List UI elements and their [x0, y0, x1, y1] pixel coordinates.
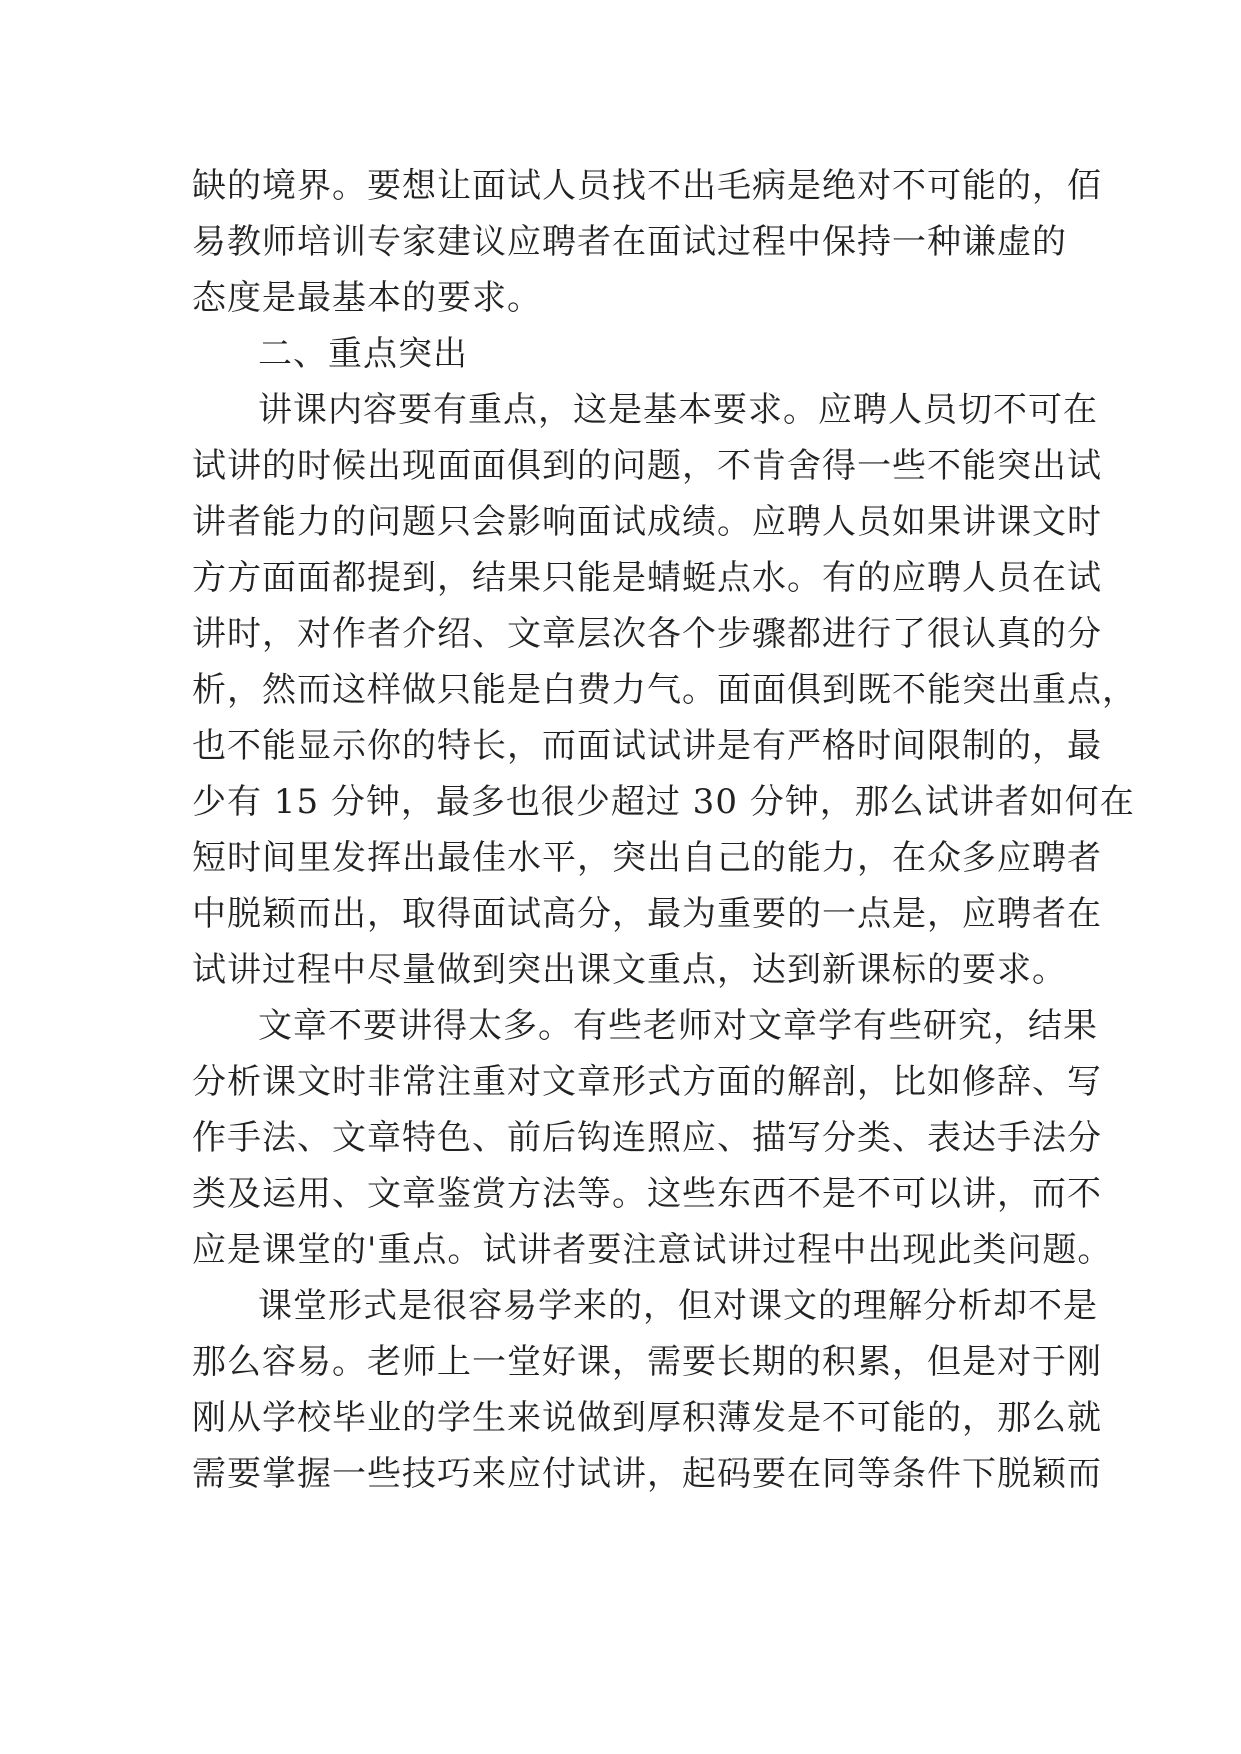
text-line: 讲课内容要有重点，这是基本要求。应聘人员切不可在 — [258, 390, 1098, 430]
text-line: 二、重点突出 — [258, 334, 468, 374]
text-line: 应是课堂的'重点。试讲者要注意试讲过程中出现此类问题。 — [192, 1230, 1113, 1270]
text-line: 文章不要讲得太多。有些老师对文章学有些研究，结果 — [258, 1006, 1098, 1046]
text-line: 类及运用、文章鉴赏方法等。这些东西不是不可以讲，而不 — [192, 1174, 1102, 1214]
text-line: 课堂形式是很容易学来的，但对课文的理解分析却不是 — [258, 1286, 1098, 1326]
text-line: 刚从学校毕业的学生来说做到厚积薄发是不可能的，那么就 — [192, 1398, 1102, 1438]
text-line: 短时间里发挥出最佳水平，突出自己的能力，在众多应聘者 — [192, 838, 1102, 878]
text-line: 那么容易。老师上一堂好课，需要长期的积累，但是对于刚 — [192, 1342, 1102, 1382]
text-line: 态度是最基本的要求。 — [192, 278, 542, 318]
text-line: 分析课文时非常注重对文章形式方面的解剖，比如修辞、写 — [192, 1062, 1102, 1102]
text-line: 缺的境界。要想让面试人员找不出毛病是绝对不可能的，佰 — [192, 166, 1102, 206]
text-line: 需要掌握一些技巧来应付试讲，起码要在同等条件下脱颖而 — [192, 1454, 1102, 1494]
text-line: 方方面面都提到，结果只能是蜻蜓点水。有的应聘人员在试 — [192, 558, 1102, 598]
text-line: 易教师培训专家建议应聘者在面试过程中保持一种谦虚的 — [192, 222, 1067, 262]
text-line: 少有 15 分钟，最多也很少超过 30 分钟，那么试讲者如何在 — [192, 782, 1135, 822]
text-line: 试讲的时候出现面面俱到的问题，不肯舍得一些不能突出试 — [192, 446, 1102, 486]
text-line: 试讲过程中尽量做到突出课文重点，达到新课标的要求。 — [192, 950, 1067, 990]
text-line: 作手法、文章特色、前后钩连照应、描写分类、表达手法分 — [192, 1118, 1102, 1158]
text-line: 讲时，对作者介绍、文章层次各个步骤都进行了很认真的分 — [192, 614, 1102, 654]
text-line: 中脱颖而出，取得面试高分，最为重要的一点是，应聘者在 — [192, 894, 1102, 934]
text-line: 也不能显示你的特长，而面试试讲是有严格时间限制的，最 — [192, 726, 1102, 766]
text-line: 讲者能力的问题只会影响面试成绩。应聘人员如果讲课文时 — [192, 502, 1102, 542]
body-text — [192, 158, 1137, 1502]
text-line: 析，然而这样做只能是白费力气。面面俱到既不能突出重点， — [192, 670, 1137, 710]
